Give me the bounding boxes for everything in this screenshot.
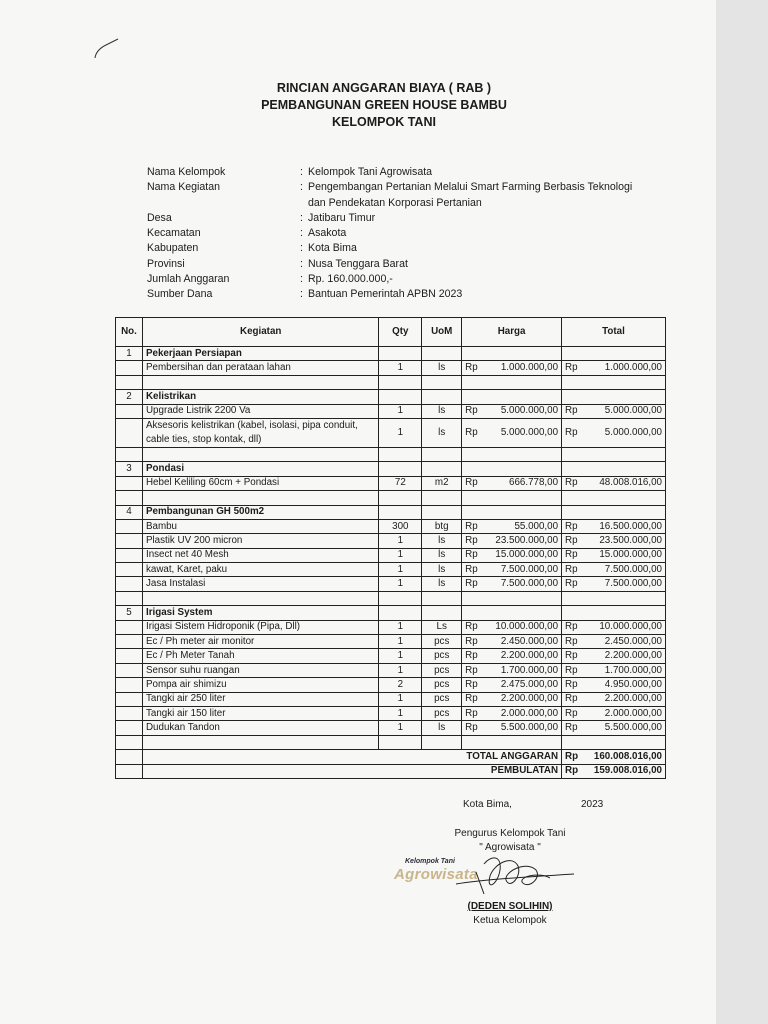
currency-label: Rp <box>562 678 584 692</box>
item-qty: 1 <box>379 404 422 418</box>
info-value: Kelompok Tani Agrowisata <box>308 166 433 178</box>
info-value: Bantuan Pemerintah APBN 2023 <box>308 288 463 301</box>
info-row: Kabupaten : Kota Bima <box>147 241 668 256</box>
item-name: Hebel Keliling 60cm + Pondasi <box>142 476 378 490</box>
item-total: 2.200.000,00 <box>584 649 666 663</box>
item-name: Insect net 40 Mesh <box>142 548 378 562</box>
item-price: 10.000.000,00 <box>484 620 562 634</box>
spacer-row <box>116 591 666 605</box>
col-header-total: Total <box>562 318 666 347</box>
currency-label: Rp <box>562 404 584 418</box>
item-qty: 1 <box>379 418 422 447</box>
info-row: Desa : Jatibaru Timur <box>147 211 668 226</box>
item-qty: 300 <box>379 519 422 533</box>
currency-label: Rp <box>562 649 584 663</box>
item-name: Plastik UV 200 micron <box>142 534 378 548</box>
currency-label: Rp <box>562 663 584 677</box>
table-row <box>116 577 666 591</box>
section-row <box>116 462 666 476</box>
signer-block <box>410 900 610 928</box>
info-value: Pengembangan Pertanian Melalui Smart Farming Berbasis Teknologi dan Pendekatan Korporasi Pertanian <box>308 181 633 209</box>
table-row <box>116 649 666 663</box>
col-header-uom: UoM <box>422 318 462 347</box>
item-name: Tangki air 150 liter <box>142 706 378 720</box>
item-name: Ec / Ph Meter Tanah <box>142 649 378 663</box>
item-qty: 1 <box>379 620 422 634</box>
rounding-value: 159.008.016,00 <box>584 764 666 778</box>
item-price: 2.200.000,00 <box>484 692 562 706</box>
item-qty: 1 <box>379 548 422 562</box>
item-total: 16.500.000,00 <box>584 519 666 533</box>
info-value: Rp. 160.000.000,- <box>308 273 393 286</box>
item-name: Tangki air 250 liter <box>142 692 378 706</box>
currency-label: Rp <box>462 548 484 562</box>
item-qty: 1 <box>379 706 422 720</box>
item-total: 2.000.000,00 <box>584 706 666 720</box>
sign-place: Kota Bima, <box>463 799 512 810</box>
currency-label: Rp <box>562 476 584 490</box>
info-label: Desa <box>147 211 172 224</box>
col-header-qty: Qty <box>379 318 422 347</box>
info-label: Provinsi <box>147 257 185 270</box>
item-name: Dudukan Tandon <box>142 721 378 735</box>
item-uom: pcs <box>422 706 462 720</box>
info-label: Jumlah Anggaran <box>147 273 230 286</box>
item-uom: ls <box>422 563 462 577</box>
col-header-harga: Harga <box>462 318 562 347</box>
budget-table-body <box>116 347 666 779</box>
item-uom: pcs <box>422 678 462 692</box>
section-title: Pembangunan GH 500m2 <box>142 505 378 519</box>
col-header-kegiatan: Kegiatan <box>142 318 378 347</box>
pen-mark-icon <box>92 36 122 62</box>
spacer-row <box>116 491 666 505</box>
info-label: Nama Kelompok <box>147 166 226 178</box>
table-row <box>116 721 666 735</box>
item-name: Pembersihan dan perataan lahan <box>142 361 378 375</box>
section-title: Pekerjaan Persiapan <box>142 347 378 361</box>
currency-label: Rp <box>462 706 484 720</box>
stamp-logo: Agrowisata <box>394 866 478 883</box>
item-total: 15.000.000,00 <box>584 548 666 562</box>
currency-label: Rp <box>462 361 484 375</box>
section-number: 4 <box>116 505 143 519</box>
doc-title-line3: KELOMPOK TANI <box>332 115 436 129</box>
currency-label: Rp <box>462 663 484 677</box>
table-row <box>116 476 666 490</box>
item-price: 5.500.000,00 <box>484 721 562 735</box>
item-price: 15.000.000,00 <box>484 548 562 562</box>
currency-label: Rp <box>562 721 584 735</box>
info-value: Kota Bima <box>308 242 357 255</box>
item-uom: ls <box>422 418 462 447</box>
currency-label: Rp <box>562 534 584 548</box>
info-value: Jatibaru Timur <box>308 211 376 224</box>
item-total: 2.200.000,00 <box>584 692 666 706</box>
currency-label: Rp <box>562 577 584 591</box>
item-uom: Ls <box>422 620 462 634</box>
item-total: 23.500.000,00 <box>584 534 666 548</box>
currency-label: Rp <box>462 519 484 533</box>
item-total: 4.950.000,00 <box>584 678 666 692</box>
table-row <box>116 404 666 418</box>
item-uom: ls <box>422 577 462 591</box>
rounding-row <box>116 764 666 778</box>
item-price: 5.000.000,00 <box>484 418 562 447</box>
total-row <box>116 750 666 764</box>
item-name: Ec / Ph meter air monitor <box>142 635 378 649</box>
item-price: 23.500.000,00 <box>484 534 562 548</box>
currency-label: Rp <box>562 519 584 533</box>
info-label: Kecamatan <box>147 227 201 240</box>
item-total: 7.500.000,00 <box>584 563 666 577</box>
item-total: 5.000.000,00 <box>584 404 666 418</box>
table-row <box>116 548 666 562</box>
section-title: Kelistrikan <box>142 390 378 404</box>
spacer-row <box>116 735 666 749</box>
scan-margin <box>716 0 768 1024</box>
currency-label: Rp <box>562 764 584 778</box>
item-price: 1.700.000,00 <box>484 663 562 677</box>
item-total: 10.000.000,00 <box>584 620 666 634</box>
currency-label: Rp <box>462 418 484 447</box>
table-row <box>116 678 666 692</box>
item-total: 1.700.000,00 <box>584 663 666 677</box>
item-uom: pcs <box>422 635 462 649</box>
info-label: Kabupaten <box>147 242 199 255</box>
currency-label: Rp <box>562 620 584 634</box>
item-price: 2.200.000,00 <box>484 649 562 663</box>
item-total: 1.000.000,00 <box>584 361 666 375</box>
table-row <box>116 519 666 533</box>
currency-label: Rp <box>462 476 484 490</box>
section-row <box>116 347 666 361</box>
currency-label: Rp <box>562 692 584 706</box>
item-uom: pcs <box>422 649 462 663</box>
currency-label: Rp <box>562 563 584 577</box>
section-number: 5 <box>116 606 143 620</box>
currency-label: Rp <box>462 678 484 692</box>
total-label: TOTAL ANGGARAN <box>142 750 561 764</box>
item-price: 5.000.000,00 <box>484 404 562 418</box>
item-qty: 1 <box>379 563 422 577</box>
currency-label: Rp <box>562 706 584 720</box>
item-uom: ls <box>422 404 462 418</box>
spacer-row <box>116 375 666 389</box>
col-header-no: No. <box>116 318 143 347</box>
currency-label: Rp <box>462 635 484 649</box>
section-row <box>116 390 666 404</box>
currency-label: Rp <box>462 620 484 634</box>
item-price: 666.778,00 <box>484 476 562 490</box>
table-row <box>116 361 666 375</box>
info-row: Jumlah Anggaran : Rp. 160.000.000,- <box>147 272 668 287</box>
table-row <box>116 635 666 649</box>
info-row: Provinsi : Nusa Tenggara Barat <box>147 257 668 272</box>
currency-label: Rp <box>462 534 484 548</box>
section-row <box>116 606 666 620</box>
item-total: 5.000.000,00 <box>584 418 666 447</box>
item-price: 7.500.000,00 <box>484 563 562 577</box>
signer-role: Ketua Kelompok <box>473 915 547 926</box>
item-price: 2.475.000,00 <box>484 678 562 692</box>
section-number: 2 <box>116 390 143 404</box>
currency-label: Rp <box>562 418 584 447</box>
item-total: 2.450.000,00 <box>584 635 666 649</box>
item-name: Pompa air shimizu <box>142 678 378 692</box>
table-row <box>116 534 666 548</box>
item-name: Bambu <box>142 519 378 533</box>
currency-label: Rp <box>462 721 484 735</box>
info-value: Nusa Tenggara Barat <box>308 257 408 270</box>
table-header-row <box>116 318 666 347</box>
table-row <box>116 620 666 634</box>
item-uom: pcs <box>422 663 462 677</box>
doc-title-line1: RINCIAN ANGGARAN BIAYA ( RAB ) <box>276 81 492 95</box>
item-uom: pcs <box>422 692 462 706</box>
info-row: Sumber Dana : Bantuan Pemerintah APBN 2023 <box>147 287 668 302</box>
item-total: 7.500.000,00 <box>584 577 666 591</box>
item-price: 7.500.000,00 <box>484 577 562 591</box>
info-block <box>147 165 668 303</box>
item-qty: 1 <box>379 663 422 677</box>
item-uom: m2 <box>422 476 462 490</box>
table-row <box>116 706 666 720</box>
currency-label: Rp <box>462 692 484 706</box>
signer-name: (DEDEN SOLIHIN) <box>467 901 553 912</box>
item-uom: btg <box>422 519 462 533</box>
item-uom: ls <box>422 534 462 548</box>
item-qty: 1 <box>379 692 422 706</box>
table-row <box>116 418 666 447</box>
signature-icon <box>450 850 580 900</box>
currency-label: Rp <box>462 563 484 577</box>
section-number: 3 <box>116 462 143 476</box>
item-price: 2.450.000,00 <box>484 635 562 649</box>
total-value: 160.008.016,00 <box>584 750 666 764</box>
item-price: 1.000.000,00 <box>484 361 562 375</box>
doc-title-line2: PEMBANGUNAN GREEN HOUSE BAMBU <box>261 98 507 112</box>
item-uom: ls <box>422 361 462 375</box>
info-row: Nama Kelompok : Kelompok Tani Agrowisata <box>147 165 668 180</box>
section-title: Irigasi System <box>142 606 378 620</box>
currency-label: Rp <box>462 404 484 418</box>
item-total: 48.008.016,00 <box>584 476 666 490</box>
table-row <box>116 563 666 577</box>
item-price: 2.000.000,00 <box>484 706 562 720</box>
item-qty: 2 <box>379 678 422 692</box>
section-number: 1 <box>116 347 143 361</box>
item-name: Jasa Instalasi <box>142 577 378 591</box>
item-qty: 1 <box>379 534 422 548</box>
info-row: Nama Kegiatan : Pengembangan Pertanian Melalui Smart Farming Berbasis Teknologi dan Pendekatan Korporasi Pertanian <box>147 180 668 211</box>
item-qty: 1 <box>379 577 422 591</box>
currency-label: Rp <box>562 750 584 764</box>
item-name: kawat, Karet, paku <box>142 563 378 577</box>
info-label: Sumber Dana <box>147 288 213 301</box>
item-name: Irigasi Sistem Hidroponik (Pipa, Dll) <box>142 620 378 634</box>
currency-label: Rp <box>562 361 584 375</box>
item-uom: ls <box>422 721 462 735</box>
stamp-caption: Kelompok Tani <box>405 858 455 865</box>
section-row <box>116 505 666 519</box>
item-name: Aksesoris kelistrikan (kabel, isolasi, pipa conduit, cable ties, stop kontak, dll) <box>142 418 378 447</box>
org-line2: " Agrowisata " <box>479 842 541 853</box>
currency-label: Rp <box>462 649 484 663</box>
currency-label: Rp <box>562 548 584 562</box>
info-value: Asakota <box>308 227 347 240</box>
sign-year: 2023 <box>581 799 604 810</box>
info-row: Kecamatan : Asakota <box>147 226 668 241</box>
item-qty: 1 <box>379 649 422 663</box>
item-name: Sensor suhu ruangan <box>142 663 378 677</box>
item-uom: ls <box>422 548 462 562</box>
item-qty: 72 <box>379 476 422 490</box>
spacer-row <box>116 447 666 461</box>
org-line1: Pengurus Kelompok Tani <box>454 828 566 839</box>
section-title: Pondasi <box>142 462 378 476</box>
table-row <box>116 692 666 706</box>
item-qty: 1 <box>379 721 422 735</box>
info-label: Nama Kegiatan <box>147 181 221 194</box>
item-total: 5.500.000,00 <box>584 721 666 735</box>
item-qty: 1 <box>379 635 422 649</box>
budget-table <box>115 317 666 779</box>
table-row <box>116 663 666 677</box>
item-name: Upgrade Listrik 2200 Va <box>142 404 378 418</box>
currency-label: Rp <box>562 635 584 649</box>
currency-label: Rp <box>462 577 484 591</box>
rounding-label: PEMBULATAN <box>142 764 561 778</box>
item-price: 55.000,00 <box>484 519 562 533</box>
item-qty: 1 <box>379 361 422 375</box>
